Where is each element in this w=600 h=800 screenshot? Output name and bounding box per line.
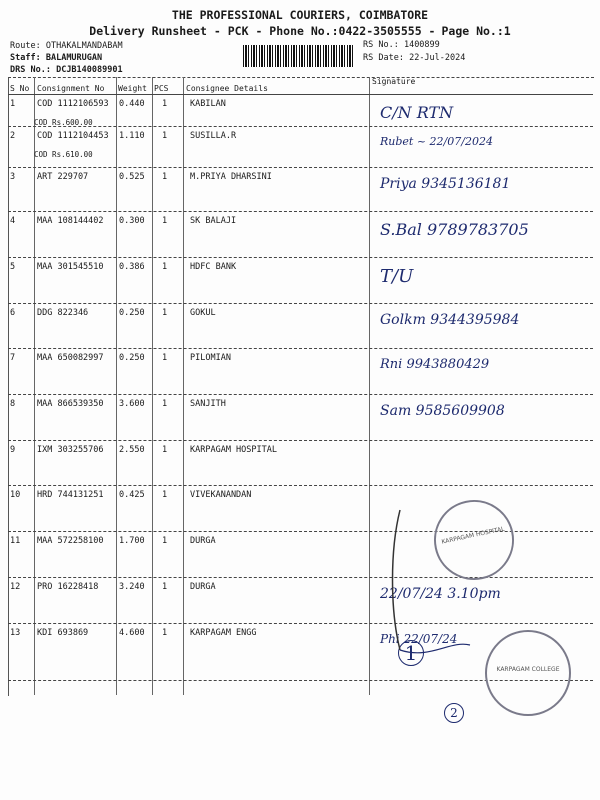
row-weight: 1.110 xyxy=(119,131,145,141)
col-header-weight: Weight xyxy=(118,84,147,93)
row-divider xyxy=(8,303,593,304)
row-weight: 0.386 xyxy=(119,262,145,272)
row-pcs: 1 xyxy=(162,131,168,141)
staff-label: Staff: xyxy=(10,53,41,63)
row-weight: 4.600 xyxy=(119,628,145,638)
row-consignment: MAA 650082997 xyxy=(37,353,104,363)
drs-value: DCJB140089901 xyxy=(56,65,123,75)
rs-date-line xyxy=(363,53,465,63)
rs-no-value: 1400899 xyxy=(403,40,440,50)
scribble-stroke xyxy=(400,644,470,653)
rs-date-value: 22-Jul-2024 xyxy=(409,53,466,63)
col-divider xyxy=(34,77,35,695)
row-sno: 2 xyxy=(10,131,16,141)
row-consignment: PRO 16228418 xyxy=(37,582,99,592)
row-pcs: 1 xyxy=(162,536,168,546)
drs-line xyxy=(10,65,123,75)
col-header-pcs: PCS xyxy=(154,84,169,93)
row-pcs: 1 xyxy=(162,262,168,272)
row-cod-amount: COD Rs.610.00 xyxy=(34,150,93,159)
row-divider xyxy=(8,440,593,441)
route-line xyxy=(10,41,123,51)
row-pcs: 1 xyxy=(162,353,168,363)
row-signature: C/N RTN xyxy=(380,103,454,122)
row-signature: Phi 22/07/24 xyxy=(380,632,458,646)
row-weight: 3.600 xyxy=(119,399,145,409)
row-signature: 22/07/24 3.10pm xyxy=(380,586,501,602)
handwritten-bracket-strokes xyxy=(370,470,600,700)
row-sno: 10 xyxy=(10,490,21,500)
row-consignee: DURGA xyxy=(190,536,216,546)
row-sno: 1 xyxy=(10,99,16,109)
row-sno: 13 xyxy=(10,628,21,638)
row-consignment: MAA 866539350 xyxy=(37,399,104,409)
staff-line xyxy=(10,53,102,63)
runsheet-title xyxy=(0,24,600,38)
row-weight: 0.250 xyxy=(119,308,145,318)
row-pcs: 1 xyxy=(162,582,168,592)
row-signature: Rubet ~ 22/07/2024 xyxy=(380,135,493,148)
col-header-consignment: Consignment No xyxy=(37,84,105,93)
row-sno: 5 xyxy=(10,262,16,272)
row-consignee: KABILAN xyxy=(190,99,226,109)
row-sno: 12 xyxy=(10,582,21,592)
row-consignment: ART 229707 xyxy=(37,172,89,182)
row-sno: 3 xyxy=(10,172,16,182)
col-divider xyxy=(183,77,184,695)
row-weight: 3.240 xyxy=(119,582,145,592)
row-pcs: 1 xyxy=(162,172,168,182)
rs-no-label: RS No.: xyxy=(363,40,399,50)
row-consignee: GOKUL xyxy=(190,308,216,318)
row-consignment: KDI 693869 xyxy=(37,628,89,638)
rs-no-line xyxy=(363,40,440,50)
row-sno: 11 xyxy=(10,536,21,546)
hospital-stamp-text: KARPAGAM HOSPITAL xyxy=(440,525,506,546)
row-pcs: 1 xyxy=(162,308,168,318)
row-pcs: 1 xyxy=(162,216,168,226)
row-weight: 0.525 xyxy=(119,172,145,182)
row-divider xyxy=(8,167,593,168)
row-signature: Rni 9943880429 xyxy=(380,357,490,372)
row-pcs: 1 xyxy=(162,99,168,109)
row-consignee: KARPAGAM HOSPITAL xyxy=(190,445,277,455)
row-signature: Sam 9585609908 xyxy=(380,403,505,419)
circled-number-two: 2 xyxy=(444,703,464,723)
college-stamp-text: KARPAGAM COLLEGE xyxy=(496,666,560,673)
header-divider xyxy=(8,94,593,95)
row-consignment: COD 1112104453 xyxy=(37,131,109,141)
row-consignment: MAA 572258100 xyxy=(37,536,104,546)
row-weight: 0.440 xyxy=(119,99,145,109)
route-value: OTHAKALMANDABAM xyxy=(45,41,123,51)
row-consignment: HRD 744131251 xyxy=(37,490,104,500)
row-divider xyxy=(8,257,593,258)
row-sno: 6 xyxy=(10,308,16,318)
col-header-signature: Signature xyxy=(372,77,416,86)
row-consignment: DDG 822346 xyxy=(37,308,89,318)
company-title: THE PROFESSIONAL COURIERS, COIMBATORE xyxy=(171,8,429,22)
row-sno: 7 xyxy=(10,353,16,363)
row-weight: 1.700 xyxy=(119,536,145,546)
row-consignee: KARPAGAM ENGG xyxy=(190,628,257,638)
row-signature: S.Bal 9789783705 xyxy=(380,220,529,239)
row-divider xyxy=(8,126,593,127)
row-divider xyxy=(8,394,593,395)
row-weight: 2.550 xyxy=(119,445,145,455)
row-consignee: SK BALAJI xyxy=(190,216,237,226)
col-header-consignee: Consignee Details xyxy=(186,84,268,93)
row-signature: T/U xyxy=(380,266,414,287)
row-consignment: COD 1112106593 xyxy=(37,99,109,109)
circled-number-one: 1 xyxy=(398,640,424,666)
row-signature: Priya 9345136181 xyxy=(380,176,511,192)
row-consignee: M.PRIYA DHARSINI xyxy=(190,172,272,182)
row-divider xyxy=(8,211,593,212)
row-consignee: VIVEKANANDAN xyxy=(190,490,252,500)
col-divider xyxy=(152,77,153,695)
row-weight: 0.425 xyxy=(119,490,145,500)
barcode xyxy=(243,45,355,67)
row-cod-amount: COD Rs.600.00 xyxy=(34,118,93,127)
row-consignee: DURGA xyxy=(190,582,216,592)
row-sno: 9 xyxy=(10,445,16,455)
drs-label: DRS No.: xyxy=(10,65,51,75)
row-consignment: MAA 301545510 xyxy=(37,262,104,272)
row-consignee: SUSILLA.R xyxy=(190,131,237,141)
row-pcs: 1 xyxy=(162,399,168,409)
col-header-sno: S No xyxy=(10,84,30,93)
row-consignment: MAA 108144402 xyxy=(37,216,104,226)
col-divider xyxy=(116,77,117,695)
row-consignee: PILOMIAN xyxy=(190,353,231,363)
route-label: Route: xyxy=(10,41,41,51)
row-sno: 8 xyxy=(10,399,16,409)
row-pcs: 1 xyxy=(162,445,168,455)
row-weight: 0.300 xyxy=(119,216,145,226)
row-signature: Golkm 9344395984 xyxy=(380,312,520,328)
row-divider xyxy=(8,348,593,349)
bracket-stroke xyxy=(393,510,401,650)
rs-date-label: RS Date: xyxy=(363,53,404,63)
row-pcs: 1 xyxy=(162,628,168,638)
row-sno: 4 xyxy=(10,216,16,226)
row-consignment: IXM 303255706 xyxy=(37,445,104,455)
page-number: Page No.:1 xyxy=(441,24,511,38)
row-weight: 0.250 xyxy=(119,353,145,363)
row-consignee: SANJITH xyxy=(190,399,226,409)
row-pcs: 1 xyxy=(162,490,168,500)
staff-value: BALAMURUGAN xyxy=(45,53,103,63)
row-consignee: HDFC BANK xyxy=(190,262,237,272)
runsheet-phone: Delivery Runsheet - PCK - Phone No.:0422-3505555 - xyxy=(89,24,436,38)
